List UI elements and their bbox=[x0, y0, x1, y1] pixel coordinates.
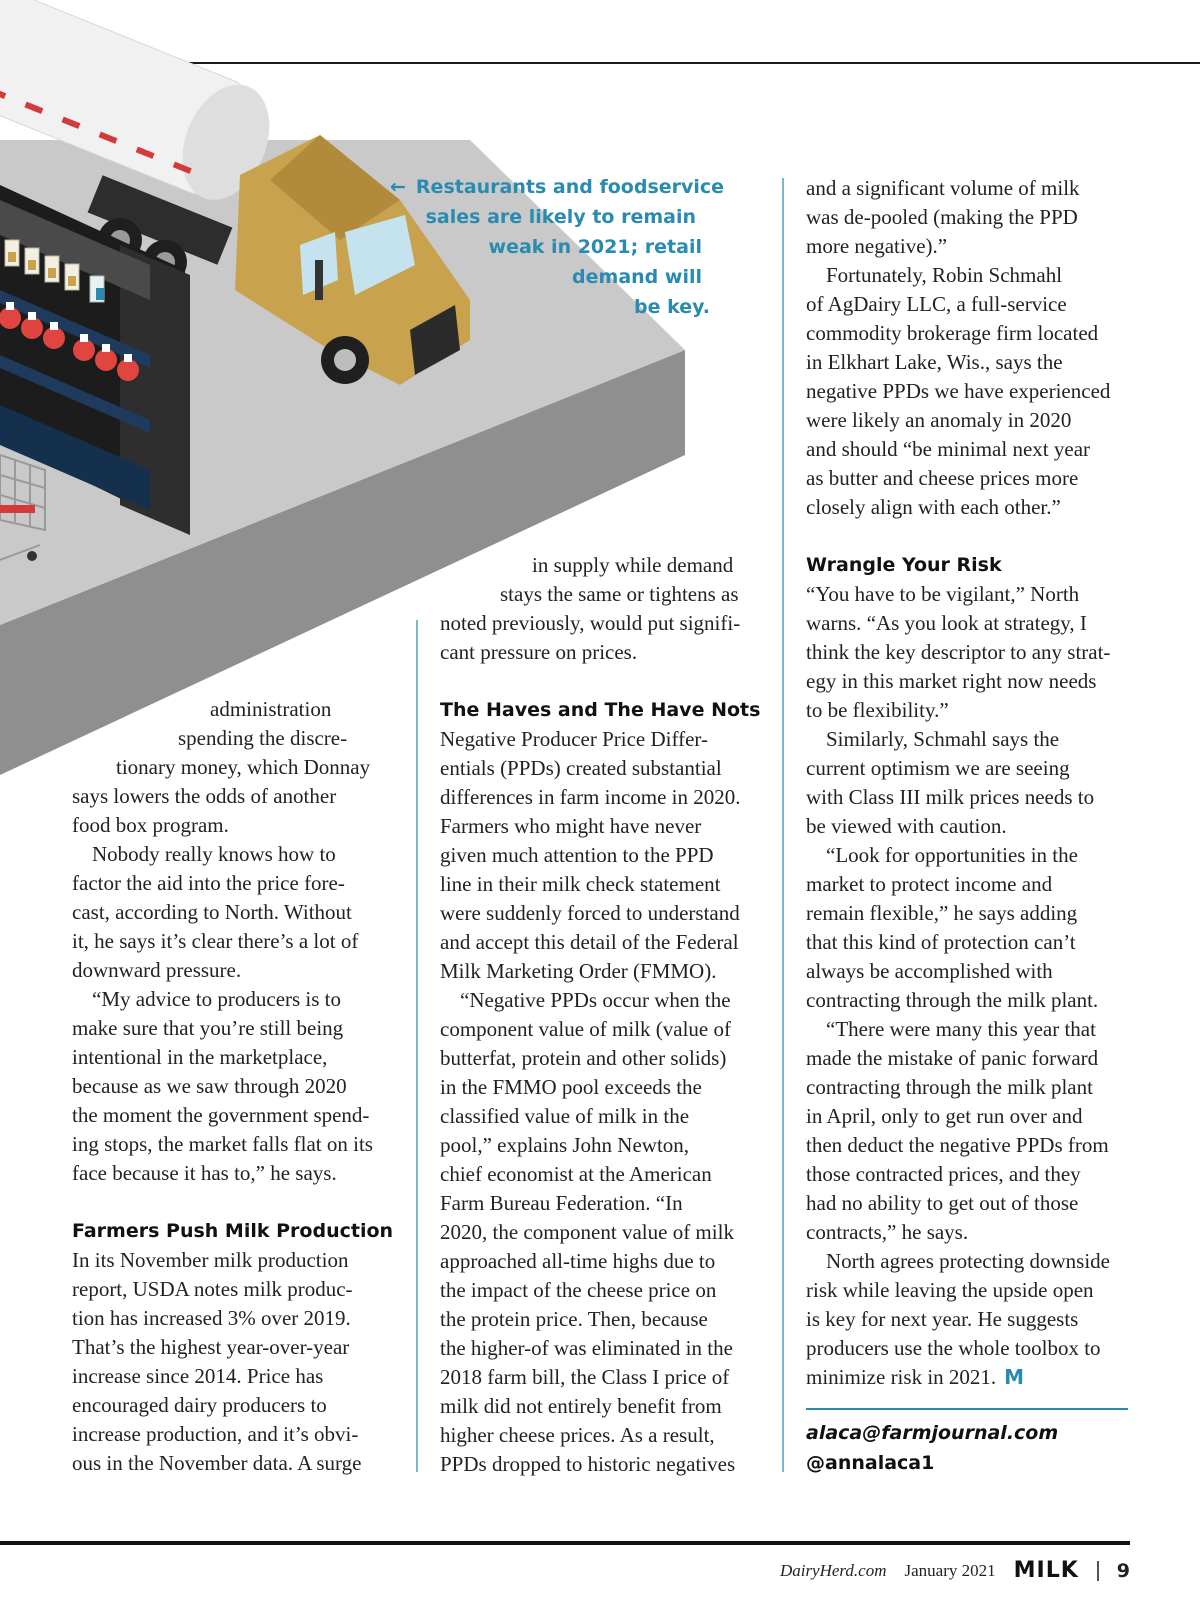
author-signature bbox=[806, 1418, 1058, 1478]
text-line: in April, only to get run over and bbox=[806, 1104, 1083, 1128]
text-line: and should “be minimal next year bbox=[806, 437, 1091, 461]
text-line: stays the same or tightens as bbox=[500, 582, 739, 606]
column-divider bbox=[416, 620, 418, 1472]
text-line: negative PPDs we have experienced bbox=[806, 379, 1111, 403]
text-line: intentional in the marketplace, bbox=[72, 1045, 328, 1069]
text-line: Farm Bureau Federation. “In bbox=[440, 1191, 683, 1215]
text-line: classified value of milk in the bbox=[440, 1104, 690, 1128]
text-line: Similarly, Schmahl says the bbox=[826, 727, 1060, 751]
paragraph bbox=[440, 725, 770, 986]
page-footer bbox=[780, 1558, 1130, 1583]
text-line: “My advice to producers is to bbox=[92, 987, 342, 1011]
text-line: 2020, the component value of milk bbox=[440, 1220, 734, 1244]
column-divider bbox=[782, 178, 784, 1472]
signature-rule bbox=[806, 1408, 1128, 1410]
text-line: ing stops, the market falls flat on its bbox=[72, 1132, 373, 1156]
text-line: it, he says it’s clear there’s a lot of bbox=[72, 929, 359, 953]
section-heading: The Haves and The Have Nots bbox=[440, 699, 761, 721]
author-email[interactable]: alaca@farmjournal.com bbox=[806, 1422, 1059, 1444]
paragraph bbox=[72, 840, 402, 985]
arrow-left-icon: ← bbox=[390, 176, 406, 198]
text-line: downward pressure. bbox=[72, 958, 242, 982]
text-line: think the key descriptor to any strat- bbox=[806, 640, 1111, 664]
text-line: face because it has to,” he says. bbox=[72, 1161, 337, 1185]
text-line: Milk Marketing Order (FMMO). bbox=[440, 959, 717, 983]
text-line: entials (PPDs) created substantial bbox=[440, 756, 722, 780]
text-line: as butter and cheese prices more bbox=[806, 466, 1079, 490]
text-line: “Negative PPDs occur when the bbox=[460, 988, 731, 1012]
text-line: the higher-of was eliminated in the bbox=[440, 1336, 733, 1360]
text-line: increase since 2014. Price has bbox=[72, 1364, 324, 1388]
text-line: approached all-time highs due to bbox=[440, 1249, 716, 1273]
text-line: to be flexibility.” bbox=[806, 698, 949, 722]
caption-line: demand will bbox=[572, 266, 702, 288]
caption-line: weak in 2021; retail bbox=[488, 236, 702, 258]
article-column-1 bbox=[72, 695, 402, 1478]
text-line: warns. “As you look at strategy, I bbox=[806, 611, 1087, 635]
text-line: cant pressure on prices. bbox=[440, 640, 638, 664]
text-line: factor the aid into the price fore- bbox=[72, 871, 345, 895]
text-line: “Look for opportunities in the bbox=[826, 843, 1078, 867]
paragraph bbox=[806, 580, 1136, 725]
text-line: encouraged dairy producers to bbox=[72, 1393, 327, 1417]
paragraph bbox=[806, 841, 1136, 1015]
text-line: and a significant volume of milk bbox=[806, 176, 1080, 200]
text-line: those contracted prices, and they bbox=[806, 1162, 1081, 1186]
text-line: market to protect income and bbox=[806, 872, 1053, 896]
text-line: report, USDA notes milk produc- bbox=[72, 1277, 353, 1301]
paragraph bbox=[72, 1246, 402, 1478]
text-line: producers use the whole toolbox to bbox=[806, 1336, 1101, 1360]
article-column-2 bbox=[440, 551, 770, 1479]
footer-brand-logo: MILK bbox=[1013, 1558, 1079, 1583]
text-line: That’s the highest year-over-year bbox=[72, 1335, 350, 1359]
text-line: increase production, and it’s obvi- bbox=[72, 1422, 359, 1446]
text-line: higher cheese prices. As a result, bbox=[440, 1423, 715, 1447]
footer-separator bbox=[1097, 1561, 1099, 1581]
section-heading: Wrangle Your Risk bbox=[806, 554, 1002, 576]
text-line: in Elkhart Lake, Wis., says the bbox=[806, 350, 1063, 374]
text-line: line in their milk check statement bbox=[440, 872, 721, 896]
text-line: “There were many this year that bbox=[826, 1017, 1096, 1041]
text-line: Nobody really knows how to bbox=[92, 842, 336, 866]
section-heading: Farmers Push Milk Production bbox=[72, 1220, 394, 1242]
footer-site: DairyHerd.com bbox=[779, 1560, 887, 1580]
text-line: make sure that you’re still being bbox=[72, 1016, 344, 1040]
text-line: made the mistake of panic forward bbox=[806, 1046, 1099, 1070]
paragraph bbox=[440, 551, 770, 667]
text-line: then deduct the negative PPDs from bbox=[806, 1133, 1109, 1157]
text-line: current optimism we are seeing bbox=[806, 756, 1070, 780]
paragraph bbox=[72, 985, 402, 1188]
text-line: cast, according to North. Without bbox=[72, 900, 352, 924]
paragraph bbox=[806, 1015, 1136, 1247]
text-line: contracting through the milk plant bbox=[806, 1075, 1093, 1099]
author-handle[interactable]: @annalaca1 bbox=[806, 1452, 935, 1474]
text-line: chief economist at the American bbox=[440, 1162, 712, 1186]
paragraph bbox=[806, 174, 1136, 261]
text-line: with Class III milk prices needs to bbox=[806, 785, 1095, 809]
text-line: more negative).” bbox=[806, 234, 948, 258]
text-line: PPDs dropped to historic negatives bbox=[440, 1452, 736, 1476]
text-line: noted previously, would put signifi- bbox=[440, 611, 741, 635]
paragraph bbox=[806, 725, 1136, 841]
text-line: egy in this market right now needs bbox=[806, 669, 1097, 693]
text-line: minimize risk in 2021. M bbox=[806, 1365, 1025, 1389]
text-line: component value of milk (value of bbox=[440, 1017, 731, 1041]
text-line: in the FMMO pool exceeds the bbox=[440, 1075, 702, 1099]
paragraph bbox=[806, 1247, 1136, 1392]
text-line: closely align with each other.” bbox=[806, 495, 1061, 519]
article-column-3 bbox=[806, 174, 1136, 1392]
text-line: the protein price. Then, because bbox=[440, 1307, 708, 1331]
text-line: spending the discre- bbox=[178, 726, 348, 750]
text-line: says lowers the odds of another bbox=[72, 784, 337, 808]
text-line: contracts,” he says. bbox=[806, 1220, 969, 1244]
end-mark-icon: M bbox=[1004, 1365, 1025, 1389]
text-line: Farmers who might have never bbox=[440, 814, 702, 838]
text-line: in supply while demand bbox=[532, 553, 734, 577]
paragraph bbox=[440, 986, 770, 1479]
text-line: that this kind of protection can’t bbox=[806, 930, 1076, 954]
text-line: was de-pooled (making the PPD bbox=[806, 205, 1078, 229]
text-line: In its November milk production bbox=[72, 1248, 349, 1272]
text-line: Negative Producer Price Differ- bbox=[440, 727, 708, 751]
text-line: Fortunately, Robin Schmahl bbox=[826, 263, 1063, 287]
text-line: food box program. bbox=[72, 813, 229, 837]
text-line: had no ability to get out of those bbox=[806, 1191, 1079, 1215]
text-line: North agrees protecting downside bbox=[826, 1249, 1111, 1273]
text-line: commodity brokerage firm located bbox=[806, 321, 1099, 345]
text-line: administration bbox=[210, 697, 332, 721]
text-line: pool,” explains John Newton, bbox=[440, 1133, 690, 1157]
text-line: tion has increased 3% over 2019. bbox=[72, 1306, 351, 1330]
text-line: were likely an anomaly in 2020 bbox=[806, 408, 1072, 432]
text-line: remain flexible,” he says adding bbox=[806, 901, 1078, 925]
text-line: tionary money, which Donnay bbox=[116, 755, 371, 779]
text-line: is key for next year. He suggests bbox=[806, 1307, 1079, 1331]
paragraph bbox=[72, 695, 402, 840]
text-line: contracting through the milk plant. bbox=[806, 988, 1099, 1012]
caption-line: ← Restaurants and foodservice bbox=[390, 172, 710, 202]
text-line: “You have to be vigilant,” North bbox=[806, 582, 1080, 606]
text-line: ous in the November data. A surge bbox=[72, 1451, 362, 1475]
page-number: 9 bbox=[1116, 1559, 1130, 1582]
caption-line: sales are likely to remain bbox=[425, 206, 696, 228]
text-line: be viewed with caution. bbox=[806, 814, 1007, 838]
text-line: always be accomplished with bbox=[806, 959, 1053, 983]
text-line: because as we saw through 2020 bbox=[72, 1074, 347, 1098]
paragraph bbox=[806, 261, 1136, 522]
text-line: and accept this detail of the Federal bbox=[440, 930, 739, 954]
footer-date: January 2021 bbox=[904, 1560, 996, 1580]
illustration-caption bbox=[390, 172, 725, 322]
bottom-rule bbox=[0, 1541, 1130, 1545]
text-line: the impact of the cheese price on bbox=[440, 1278, 717, 1302]
text-line: 2018 farm bill, the Class I price of bbox=[440, 1365, 730, 1389]
text-line: butterfat, protein and other solids) bbox=[440, 1046, 727, 1070]
text-line: of AgDairy LLC, a full-service bbox=[806, 292, 1067, 316]
text-line: given much attention to the PPD bbox=[440, 843, 714, 867]
text-line: milk did not entirely benefit from bbox=[440, 1394, 722, 1418]
text-line: were suddenly forced to understand bbox=[440, 901, 740, 925]
text-line: differences in farm income in 2020. bbox=[440, 785, 741, 809]
text-line: risk while leaving the upside open bbox=[806, 1278, 1094, 1302]
caption-line: be key. bbox=[634, 296, 710, 318]
text-line: the moment the government spend- bbox=[72, 1103, 370, 1127]
